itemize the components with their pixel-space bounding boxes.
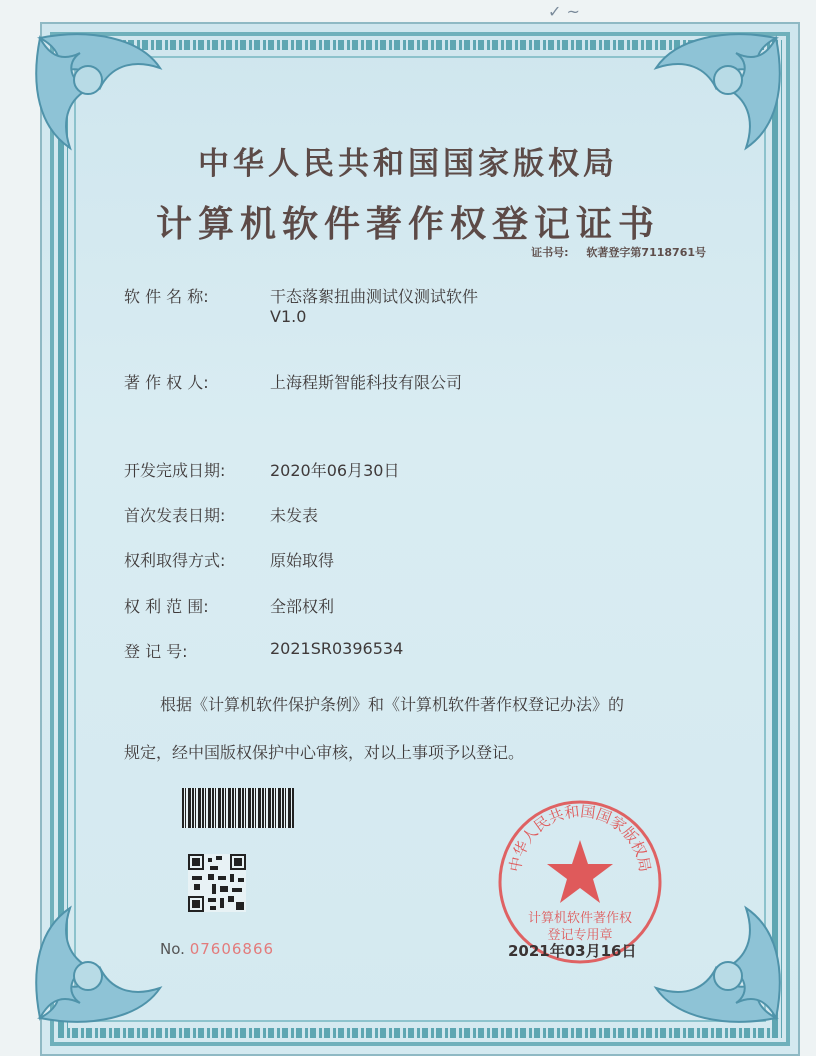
field-registration-number bbox=[124, 639, 403, 662]
seal-line-1: 计算机软件著作权 bbox=[527, 911, 633, 926]
field-completion-date bbox=[124, 458, 399, 481]
serial-number bbox=[160, 940, 274, 958]
handwritten-mark: ✓ ~ bbox=[548, 2, 580, 21]
software-name: 干态落絮扭曲测试仪测试软件 bbox=[270, 287, 479, 306]
field-copyright-owner bbox=[124, 370, 462, 393]
qr-code-icon bbox=[188, 854, 246, 912]
certificate-number-label: 证书号: bbox=[531, 246, 569, 259]
statement-line-2: 规定，经中国版权保护中心审核，对以上事项予以登记。 bbox=[124, 743, 525, 762]
field-value: 2020年06月30日 bbox=[270, 461, 400, 480]
statement-line-1: 根据《计算机软件保护条例》和《计算机软件著作权登记办法》的 bbox=[160, 695, 625, 714]
field-label: 登 记 号: bbox=[124, 642, 188, 661]
field-label: 著 作 权 人: bbox=[124, 373, 209, 392]
serial-value: 07606866 bbox=[189, 940, 275, 958]
field-label: 权利取得方式: bbox=[124, 551, 226, 570]
certificate-number-value: 软著登字第7118761号 bbox=[586, 246, 706, 259]
field-value: 原始取得 bbox=[270, 551, 335, 570]
software-version: V1.0 bbox=[270, 307, 307, 326]
issuing-authority: 中华人民共和国国家版权局 bbox=[198, 146, 618, 182]
field-value bbox=[270, 284, 478, 326]
seal-ring-text: 中华人民共和国国家版权局 bbox=[505, 802, 655, 874]
barcode bbox=[182, 788, 294, 828]
seal-line-2: 登记专用章 bbox=[547, 928, 613, 943]
serial-prefix: No. bbox=[160, 940, 185, 958]
field-value: 未发表 bbox=[270, 506, 319, 525]
certificate-title: 计算机软件著作权登记证书 bbox=[155, 203, 660, 245]
field-label: 权 利 范 围: bbox=[124, 597, 209, 616]
field-label: 开发完成日期: bbox=[124, 461, 226, 480]
field-value: 上海程斯智能科技有限公司 bbox=[270, 373, 463, 392]
field-label: 首次发表日期: bbox=[124, 506, 226, 525]
field-label: 软 件 名 称: bbox=[124, 287, 209, 306]
issue-date: 2021年03月16日 bbox=[508, 942, 637, 960]
field-value: 全部权利 bbox=[270, 597, 335, 616]
corner-ornament-icon bbox=[30, 898, 180, 1028]
field-acquisition-method bbox=[124, 548, 334, 571]
field-software-name bbox=[124, 284, 478, 326]
field-value: 2021SR0396534 bbox=[270, 639, 404, 658]
field-rights-scope bbox=[124, 594, 334, 617]
certificate-number bbox=[531, 244, 706, 260]
field-publication-date bbox=[124, 503, 318, 526]
